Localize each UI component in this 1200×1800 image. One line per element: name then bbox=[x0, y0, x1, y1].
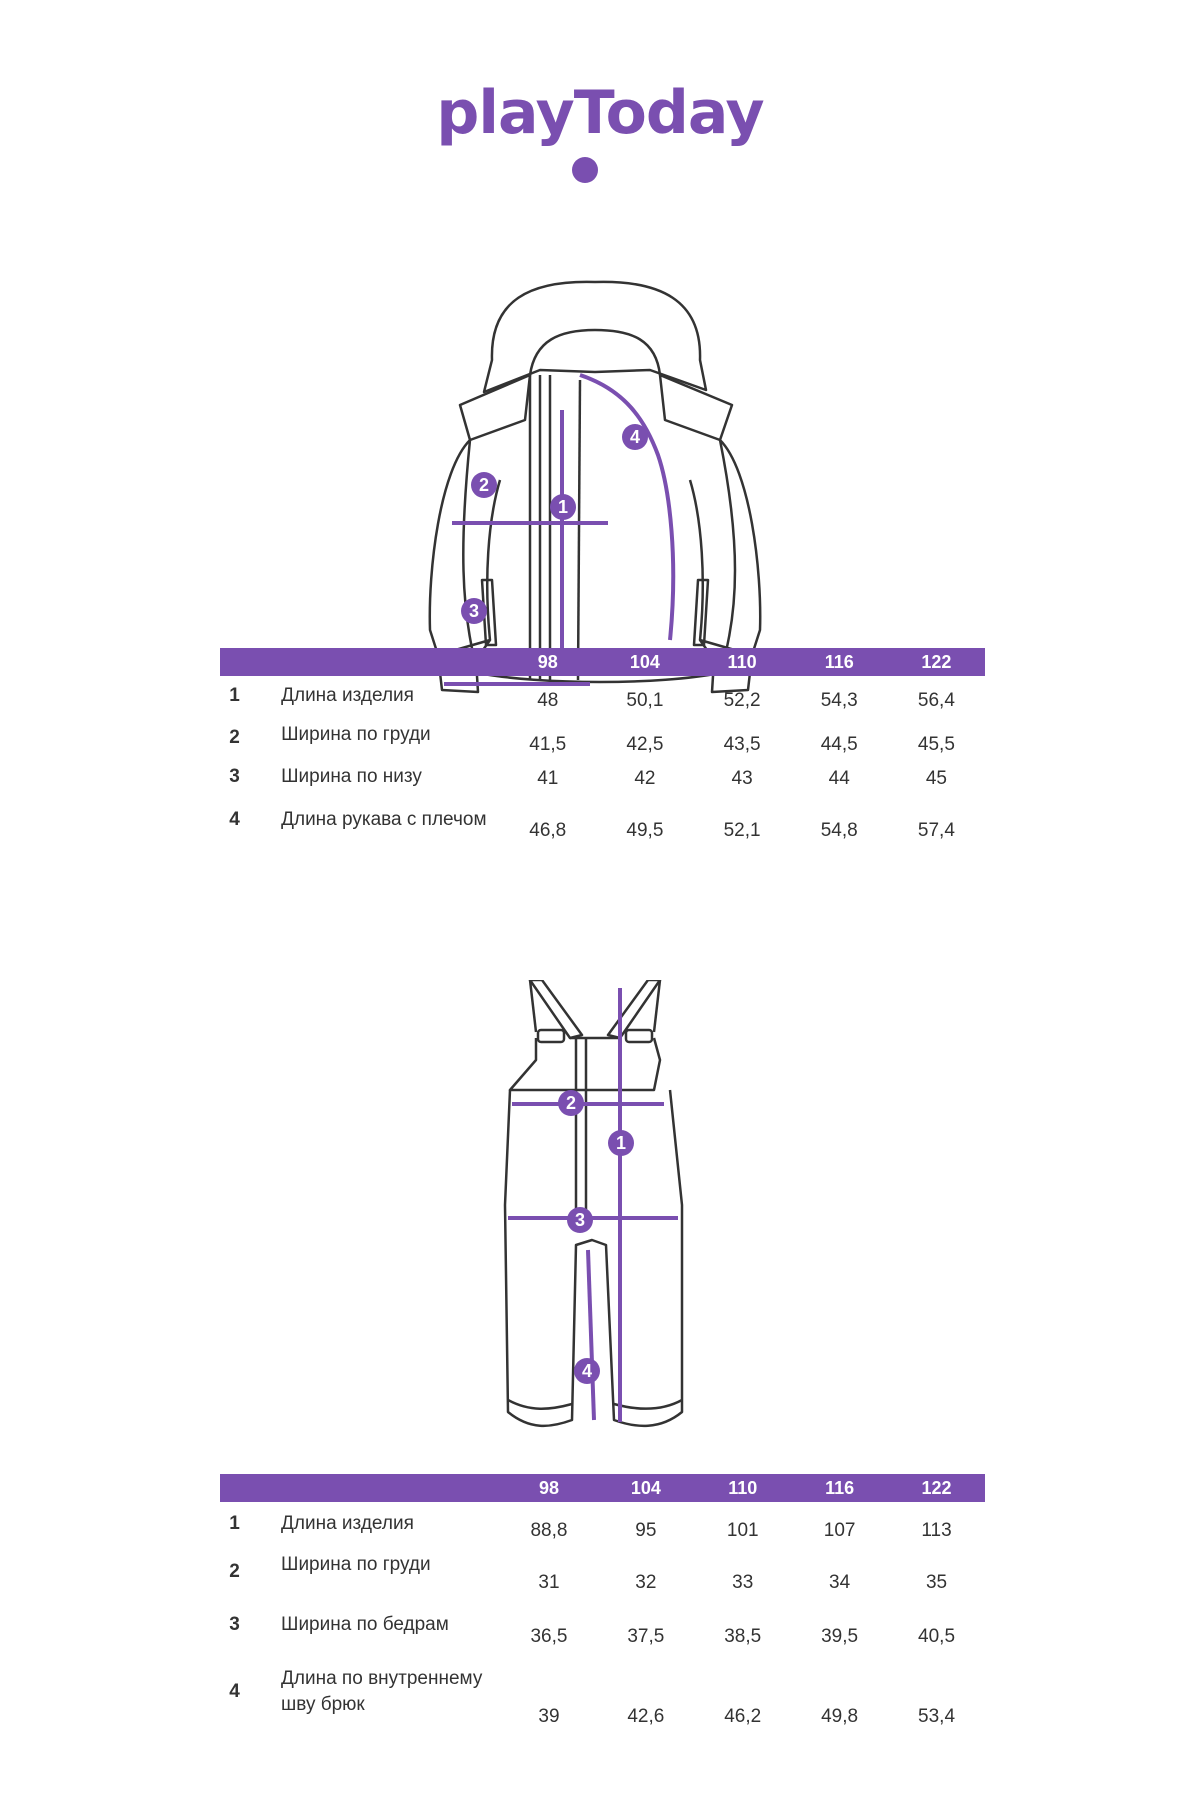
row-number: 4 bbox=[229, 809, 240, 830]
table-row bbox=[220, 794, 985, 846]
measure-name: Ширина по груди bbox=[281, 1554, 431, 1575]
measure-name: Ширина по груди bbox=[281, 724, 431, 745]
measure-name: Длина по внутреннему шву брюк bbox=[281, 1668, 483, 1715]
measure-value: 101 bbox=[726, 1520, 759, 1541]
pants-marker-3: 3 bbox=[567, 1207, 593, 1233]
table-row bbox=[220, 760, 985, 794]
measure-value: 34 bbox=[829, 1572, 851, 1593]
size-header: 104 bbox=[597, 1474, 694, 1502]
measure-value: 46,8 bbox=[529, 820, 567, 841]
measure-value: 95 bbox=[635, 1520, 657, 1541]
size-header: 110 bbox=[694, 648, 791, 676]
measure-value: 39,5 bbox=[821, 1626, 859, 1647]
measure-value: 42,6 bbox=[627, 1706, 665, 1727]
measure-value: 43 bbox=[731, 768, 753, 789]
size-header: 98 bbox=[501, 1474, 598, 1502]
measure-value: 39 bbox=[538, 1706, 560, 1727]
measure-name: Ширина по бедрам bbox=[281, 1614, 449, 1635]
measure-value: 52,2 bbox=[723, 690, 761, 711]
measure-value: 56,4 bbox=[917, 690, 955, 711]
jacket-marker-3: 3 bbox=[461, 598, 487, 624]
measure-value: 50,1 bbox=[626, 690, 664, 711]
measure-value: 107 bbox=[823, 1520, 856, 1541]
jacket-marker-2: 2 bbox=[471, 472, 497, 498]
measure-value: 52,1 bbox=[723, 820, 761, 841]
measure-value: 46,2 bbox=[724, 1706, 762, 1727]
pants-size-table bbox=[220, 1474, 985, 1732]
measure-value: 40,5 bbox=[918, 1626, 956, 1647]
measure-value: 88,8 bbox=[530, 1520, 568, 1541]
row-number: 3 bbox=[229, 766, 240, 787]
size-header: 122 bbox=[888, 648, 985, 676]
logo-dot bbox=[572, 157, 598, 183]
measure-value: 49,8 bbox=[821, 1706, 859, 1727]
logo-text: playToday bbox=[436, 78, 764, 148]
row-number: 1 bbox=[229, 1513, 240, 1534]
size-header: 110 bbox=[694, 1474, 791, 1502]
jacket-drawing bbox=[420, 280, 780, 710]
measure-value: 43,5 bbox=[723, 734, 761, 755]
row-number: 1 bbox=[229, 685, 240, 706]
measure-value: 45 bbox=[925, 768, 947, 789]
row-number: 3 bbox=[229, 1614, 240, 1635]
table-row bbox=[220, 1502, 985, 1546]
table-row bbox=[220, 716, 985, 760]
measure-value: 49,5 bbox=[626, 820, 664, 841]
pants-marker-1: 1 bbox=[608, 1130, 634, 1156]
measure-value: 33 bbox=[732, 1572, 754, 1593]
measure-value: 38,5 bbox=[724, 1626, 762, 1647]
measure-value: 53,4 bbox=[918, 1706, 956, 1727]
measure-name: Длина рукава с плечом bbox=[281, 809, 487, 830]
measure-value: 41 bbox=[537, 768, 559, 789]
row-number: 2 bbox=[229, 1561, 240, 1582]
measure-value: 44,5 bbox=[820, 734, 858, 755]
table-row bbox=[220, 1546, 985, 1598]
size-header: 98 bbox=[499, 648, 596, 676]
measure-value: 36,5 bbox=[530, 1626, 568, 1647]
jacket-table-header bbox=[220, 648, 985, 676]
size-header: 104 bbox=[596, 648, 693, 676]
jacket-size-table bbox=[220, 648, 985, 846]
header-blank bbox=[220, 648, 499, 676]
table-row bbox=[220, 1598, 985, 1652]
measure-value: 41,5 bbox=[529, 734, 567, 755]
measure-value: 42,5 bbox=[626, 734, 664, 755]
row-number: 4 bbox=[229, 1681, 240, 1702]
measure-value: 54,3 bbox=[820, 690, 858, 711]
measure-value: 113 bbox=[921, 1520, 952, 1541]
header-blank bbox=[220, 1474, 501, 1502]
measure-value: 45,5 bbox=[917, 734, 955, 755]
measure-name: Ширина по низу bbox=[281, 766, 422, 787]
measure-value: 37,5 bbox=[627, 1626, 665, 1647]
size-header: 116 bbox=[791, 648, 888, 676]
measure-value: 54,8 bbox=[820, 820, 858, 841]
measure-value: 32 bbox=[635, 1572, 657, 1593]
measure-value: 31 bbox=[538, 1572, 560, 1593]
jacket-marker-1: 1 bbox=[550, 494, 576, 520]
table-row bbox=[220, 1652, 985, 1732]
measure-value: 48 bbox=[537, 690, 559, 711]
size-header: 122 bbox=[888, 1474, 985, 1502]
measure-value: 44 bbox=[828, 768, 850, 789]
pants-marker-4: 4 bbox=[574, 1358, 600, 1384]
measure-value: 42 bbox=[634, 768, 656, 789]
size-header: 116 bbox=[791, 1474, 888, 1502]
measure-value: 35 bbox=[925, 1572, 948, 1593]
jacket-marker-4: 4 bbox=[622, 424, 648, 450]
measure-value: 57,4 bbox=[917, 820, 955, 841]
row-number: 2 bbox=[229, 727, 240, 748]
pants-marker-2: 2 bbox=[558, 1090, 584, 1116]
pants-table-header bbox=[220, 1474, 985, 1502]
table-row bbox=[220, 676, 985, 716]
measure-name: Длина изделия bbox=[281, 685, 414, 706]
measure-name: Длина изделия bbox=[281, 1513, 414, 1534]
